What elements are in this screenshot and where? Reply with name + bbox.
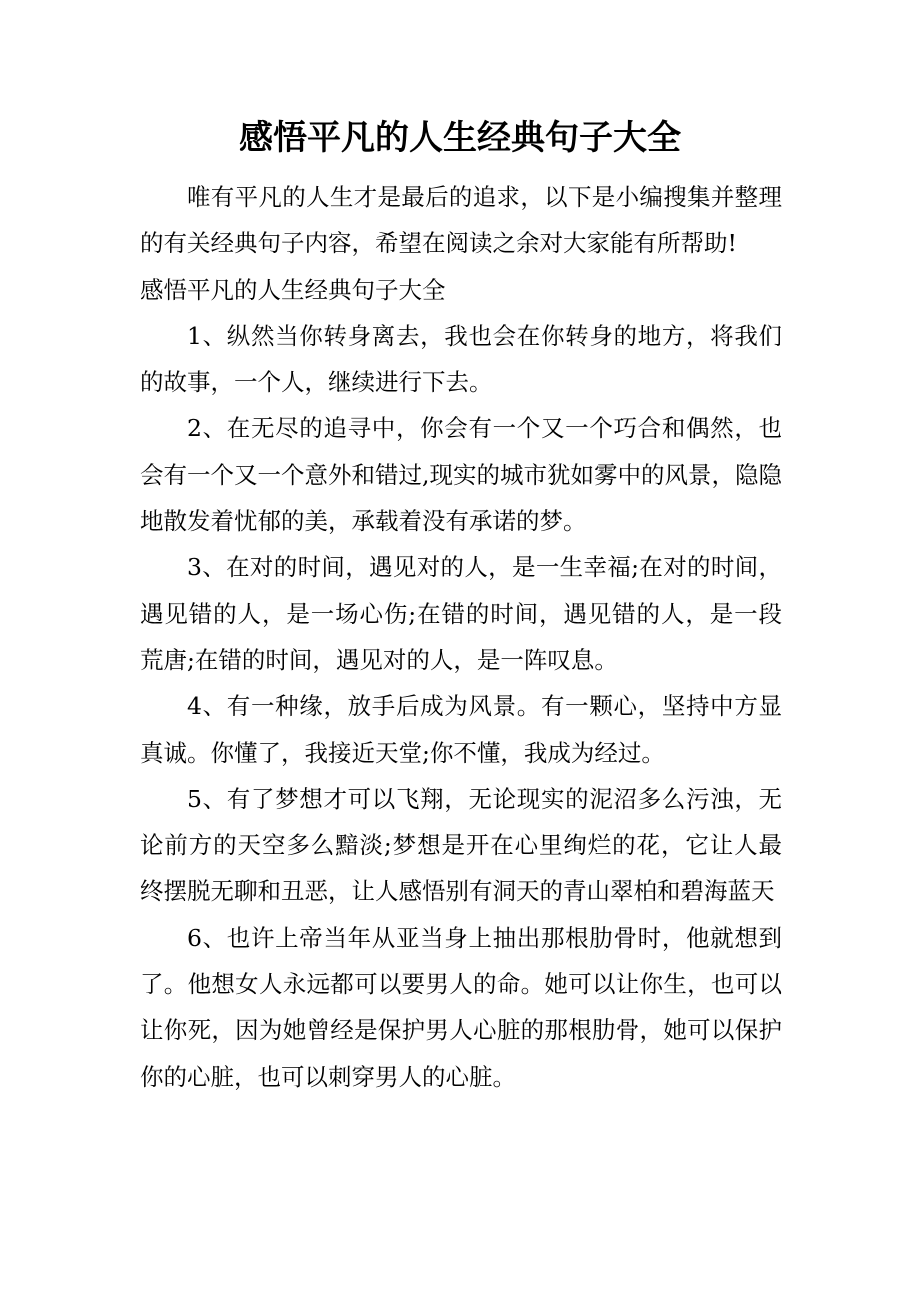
quote-paragraph-2: 2、在无尽的追寻中，你会有一个又一个巧合和偶然，也会有一个又一个意外和错过,现实的城市犹如雾中的风景，隐隐地散发着忧郁的美，承载着没有承诺的梦。 bbox=[140, 414, 782, 536]
quote-paragraph-4: 4、有一种缘，放手后成为风景。有一颗心，坚持中方显真诚。你懂了，我接近天堂;你不懂，我成为经过。 bbox=[140, 692, 782, 767]
quote-paragraph-5: 5、有了梦想才可以飞翔，无论现实的泥沼多么污浊，无论前方的天空多么黯淡;梦想是开在心里绚烂的花，它让人最终摆脱无聊和丑恶，让人感悟别有洞天的青山翠柏和碧海蓝天 bbox=[140, 784, 782, 906]
quote-paragraph-3: 3、在对的时间，遇见对的人，是一生幸福;在对的时间，遇见错的人，是一场心伤;在错的时间，遇见错的人，是一段荒唐;在错的时间，遇见对的人，是一阵叹息。 bbox=[140, 553, 782, 674]
document-title: 感悟平凡的人生经典句子大全 bbox=[239, 118, 681, 158]
quote-paragraph-1: 1、纵然当你转身离去，我也会在你转身的地方，将我们的故事，一个人，继续进行下去。 bbox=[140, 321, 782, 397]
subheading: 感悟平凡的人生经典句子大全 bbox=[140, 275, 446, 304]
document-body bbox=[140, 174, 782, 1100]
quote-paragraph-6: 6、也许上帝当年从亚当身上抽出那根肋骨时，他就想到了。他想女人永远都可以要男人的命。她可以让你生，也可以让你死，因为她曾经是保护男人心脏的那根肋骨，她可以保护你的心脏，也可以刺穿男人的心脏。 bbox=[140, 923, 782, 1091]
intro-paragraph: 唯有平凡的人生才是最后的追求，以下是小编搜集并整理的有关经典句子内容，希望在阅读之余对大家能有所帮助! bbox=[140, 183, 782, 258]
